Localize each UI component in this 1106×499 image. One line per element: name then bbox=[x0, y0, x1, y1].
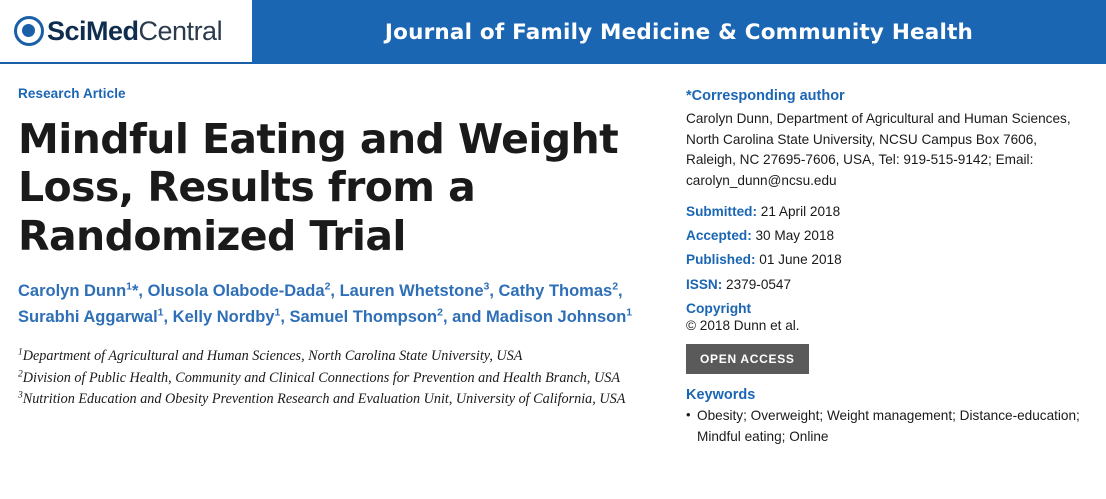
open-access-badge[interactable]: OPEN ACCESS bbox=[686, 344, 809, 374]
logo-secondary: Central bbox=[138, 15, 223, 46]
affiliation-list bbox=[18, 346, 643, 410]
copyright-label: Copyright bbox=[686, 301, 752, 317]
circle-target-icon bbox=[14, 16, 44, 46]
accepted-row bbox=[686, 226, 1088, 246]
page-masthead bbox=[0, 0, 1106, 64]
published-row bbox=[686, 250, 1088, 270]
page-content bbox=[0, 64, 1106, 447]
corresponding-author-label: *Corresponding author bbox=[686, 88, 845, 104]
list-item: • Obesity; Overweight; Weight management; Distance-education; Mindful eating; Online bbox=[686, 406, 1088, 447]
article-main-column bbox=[0, 64, 660, 447]
article-type-label: Research Article bbox=[18, 86, 126, 101]
issn-value: 2379-0547 bbox=[726, 276, 792, 292]
issn-row bbox=[686, 275, 1088, 295]
affiliation-item: $^2$Division of Public Health, Community and Clinical Connections for Prevention and Health Branch, USA bbox=[18, 369, 620, 386]
affiliation-item: $^3$Nutrition Education and Obesity Prevention Research and Evaluation Unit, University of California, USA bbox=[18, 390, 626, 408]
scimedcentral-logo[interactable] bbox=[0, 0, 252, 64]
page-title: Mindful Eating and Weight Loss, Results from a Randomized Trial bbox=[18, 115, 619, 260]
keywords-list bbox=[686, 406, 1088, 447]
published-label: Published: bbox=[686, 252, 756, 268]
accepted-value: 30 May 2018 bbox=[755, 228, 835, 244]
author-list: Carolyn Dunn$^1$*, Olusola Olabode-Dada$^2$, Lauren Whetstone$^3$, Cathy Thomas$^2$, Surabhi Aggarwal$^1$, Kelly Nordby$^1$, Samuel Thompson$^2$, and Madison Johnson$^1$ bbox=[18, 280, 633, 327]
article-metadata-column bbox=[660, 64, 1106, 447]
issn-label: ISSN: bbox=[686, 276, 723, 292]
copyright-text: © 2018 Dunn et al. bbox=[686, 318, 800, 334]
keywords-label: Keywords bbox=[686, 387, 756, 404]
logo-wordmark bbox=[47, 16, 222, 47]
published-value: 01 June 2018 bbox=[759, 252, 842, 268]
journal-title: Journal of Family Medicine & Community Health bbox=[252, 0, 1106, 64]
logo-primary: SciMed bbox=[47, 15, 139, 46]
accepted-label: Accepted: bbox=[686, 228, 752, 244]
submitted-value: 21 April 2018 bbox=[760, 203, 841, 219]
submitted-label: Submitted: bbox=[686, 203, 757, 219]
corresponding-author-details: Carolyn Dunn, Department of Agricultural and Human Sciences, North Carolina State University, NCSU Campus Box 7606, Raleigh, NC 27695-7606, USA, Tel: 919-515-9142; Email: carolyn_dunn@ncsu.edu bbox=[686, 111, 1071, 188]
affiliation-item: $^1$Department of Agricultural and Human Sciences, North Carolina State University, USA bbox=[18, 347, 523, 365]
submitted-row bbox=[686, 202, 1088, 222]
